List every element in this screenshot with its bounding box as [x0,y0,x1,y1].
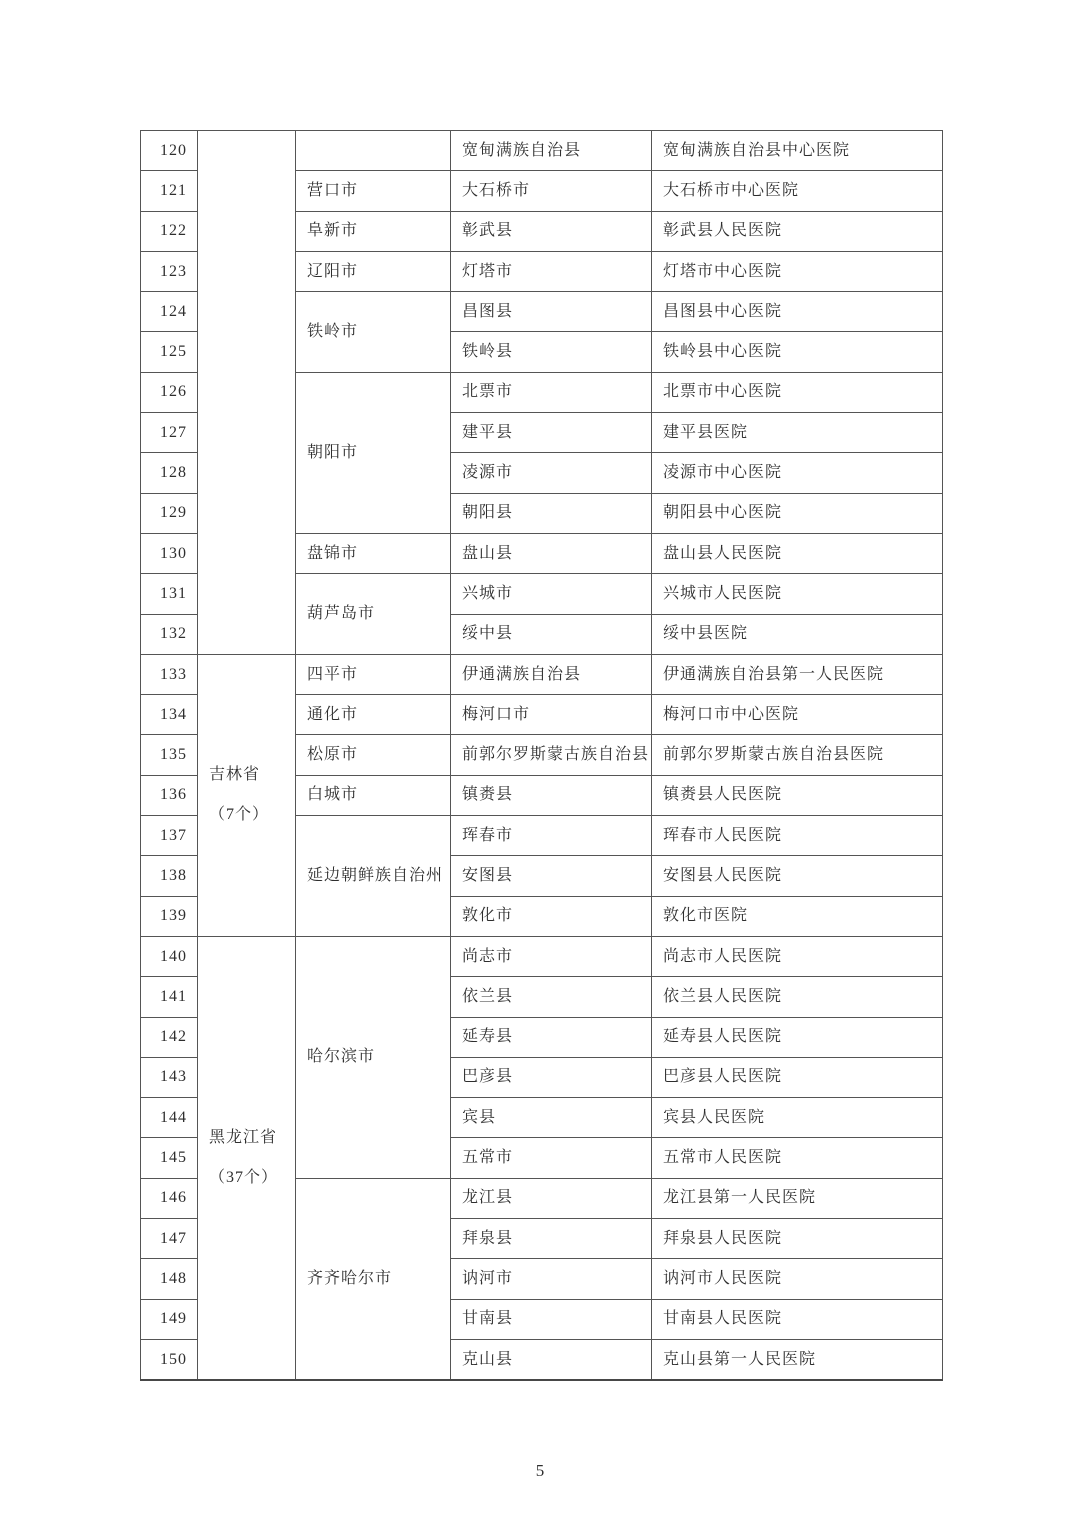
county-cell: 兴城市 [451,574,652,614]
hospital-cell: 巴彦县人民医院 [652,1057,943,1097]
county-cell: 宽甸满族自治县 [451,131,652,171]
county-cell: 五常市 [451,1138,652,1178]
province-label-line: （37个） [209,1169,279,1187]
city-cell: 营口市 [296,171,451,211]
hospital-table-body [141,131,943,1381]
row-number-cell: 129 [141,493,198,533]
page-number: 5 [535,1461,545,1480]
province-cell [198,654,296,936]
row-number-cell: 140 [141,936,198,976]
county-cell: 朝阳县 [451,493,652,533]
row-number-cell: 123 [141,251,198,291]
hospital-table [140,130,943,1381]
row-number-cell: 142 [141,1017,198,1057]
hospital-cell: 凌源市中心医院 [652,453,943,493]
county-cell: 甘南县 [451,1299,652,1339]
row-number-cell: 121 [141,171,198,211]
hospital-cell: 镇赉县人民医院 [652,775,943,815]
row-number-cell: 139 [141,896,198,936]
hospital-cell: 盘山县人民医院 [652,533,943,573]
hospital-cell: 延寿县人民医院 [652,1017,943,1057]
county-cell: 大石桥市 [451,171,652,211]
city-cell: 葫芦岛市 [296,574,451,655]
row-number-cell: 130 [141,533,198,573]
row-number-cell: 122 [141,211,198,251]
hospital-cell: 拜泉县人民医院 [652,1219,943,1259]
row-number-cell: 125 [141,332,198,372]
county-cell: 铁岭县 [451,332,652,372]
row-number-cell: 133 [141,654,198,694]
row-number-cell: 134 [141,695,198,735]
city-cell: 白城市 [296,775,451,815]
hospital-cell: 龙江县第一人民医院 [652,1178,943,1218]
hospital-cell: 建平县医院 [652,413,943,453]
hospital-cell: 伊通满族自治县第一人民医院 [652,654,943,694]
province-cell [198,936,296,1380]
county-cell: 建平县 [451,413,652,453]
county-cell: 凌源市 [451,453,652,493]
row-number-cell: 131 [141,574,198,614]
county-cell: 拜泉县 [451,1219,652,1259]
city-cell: 盘锦市 [296,533,451,573]
hospital-cell: 讷河市人民医院 [652,1259,943,1299]
hospital-cell: 兴城市人民医院 [652,574,943,614]
hospital-cell: 前郭尔罗斯蒙古族自治县医院 [652,735,943,775]
row-number-cell: 132 [141,614,198,654]
hospital-cell: 灯塔市中心医院 [652,251,943,291]
city-cell: 哈尔滨市 [296,936,451,1178]
row-number-cell: 128 [141,453,198,493]
county-cell: 灯塔市 [451,251,652,291]
hospital-cell: 宾县人民医院 [652,1098,943,1138]
table-row [141,654,943,694]
row-number-cell: 120 [141,131,198,171]
city-cell: 齐齐哈尔市 [296,1178,451,1380]
row-number-cell: 124 [141,292,198,332]
table-row [141,131,943,171]
county-cell: 珲春市 [451,816,652,856]
hospital-cell: 铁岭县中心医院 [652,332,943,372]
row-number-cell: 127 [141,413,198,453]
row-number-cell: 143 [141,1057,198,1097]
county-cell: 讷河市 [451,1259,652,1299]
hospital-cell: 敦化市医院 [652,896,943,936]
hospital-cell: 北票市中心医院 [652,372,943,412]
city-cell: 通化市 [296,695,451,735]
county-cell: 前郭尔罗斯蒙古族自治县 [451,735,652,775]
city-cell: 铁岭市 [296,292,451,373]
row-number-cell: 126 [141,372,198,412]
row-number-cell: 141 [141,977,198,1017]
county-cell: 依兰县 [451,977,652,1017]
table-row [141,936,943,976]
row-number-cell: 144 [141,1098,198,1138]
city-cell: 辽阳市 [296,251,451,291]
row-number-cell: 150 [141,1339,198,1380]
hospital-cell: 珲春市人民医院 [652,816,943,856]
county-cell: 盘山县 [451,533,652,573]
county-cell: 安图县 [451,856,652,896]
row-number-cell: 137 [141,816,198,856]
county-cell: 宾县 [451,1098,652,1138]
county-cell: 巴彦县 [451,1057,652,1097]
city-cell: 延边朝鲜族自治州 [296,816,451,937]
hospital-cell: 甘南县人民医院 [652,1299,943,1339]
hospital-cell: 依兰县人民医院 [652,977,943,1017]
hospital-cell: 尚志市人民医院 [652,936,943,976]
row-number-cell: 138 [141,856,198,896]
city-cell: 朝阳市 [296,372,451,533]
hospital-cell: 梅河口市中心医院 [652,695,943,735]
hospital-cell: 五常市人民医院 [652,1138,943,1178]
county-cell: 昌图县 [451,292,652,332]
hospital-cell: 大石桥市中心医院 [652,171,943,211]
hospital-cell: 克山县第一人民医院 [652,1339,943,1380]
county-cell: 伊通满族自治县 [451,654,652,694]
county-cell: 敦化市 [451,896,652,936]
county-cell: 绥中县 [451,614,652,654]
row-number-cell: 149 [141,1299,198,1339]
row-number-cell: 146 [141,1178,198,1218]
city-cell: 阜新市 [296,211,451,251]
hospital-cell: 绥中县医院 [652,614,943,654]
province-label-line: 吉林省 [209,766,261,784]
city-cell: 四平市 [296,654,451,694]
hospital-cell: 宽甸满族自治县中心医院 [652,131,943,171]
county-cell: 延寿县 [451,1017,652,1057]
county-cell: 梅河口市 [451,695,652,735]
hospital-cell: 安图县人民医院 [652,856,943,896]
row-number-cell: 147 [141,1219,198,1259]
row-number-cell: 148 [141,1259,198,1299]
province-cell [198,131,296,655]
row-number-cell: 136 [141,775,198,815]
city-cell [296,131,451,171]
province-label-line: （7个） [209,806,270,824]
province-label-line: 黑龙江省 [209,1128,278,1146]
hospital-cell: 朝阳县中心医院 [652,493,943,533]
row-number-cell: 145 [141,1138,198,1178]
county-cell: 彰武县 [451,211,652,251]
county-cell: 镇赉县 [451,775,652,815]
county-cell: 北票市 [451,372,652,412]
county-cell: 龙江县 [451,1178,652,1218]
city-cell: 松原市 [296,735,451,775]
county-cell: 尚志市 [451,936,652,976]
hospital-cell: 昌图县中心医院 [652,292,943,332]
hospital-cell: 彰武县人民医院 [652,211,943,251]
row-number-cell: 135 [141,735,198,775]
county-cell: 克山县 [451,1339,652,1380]
